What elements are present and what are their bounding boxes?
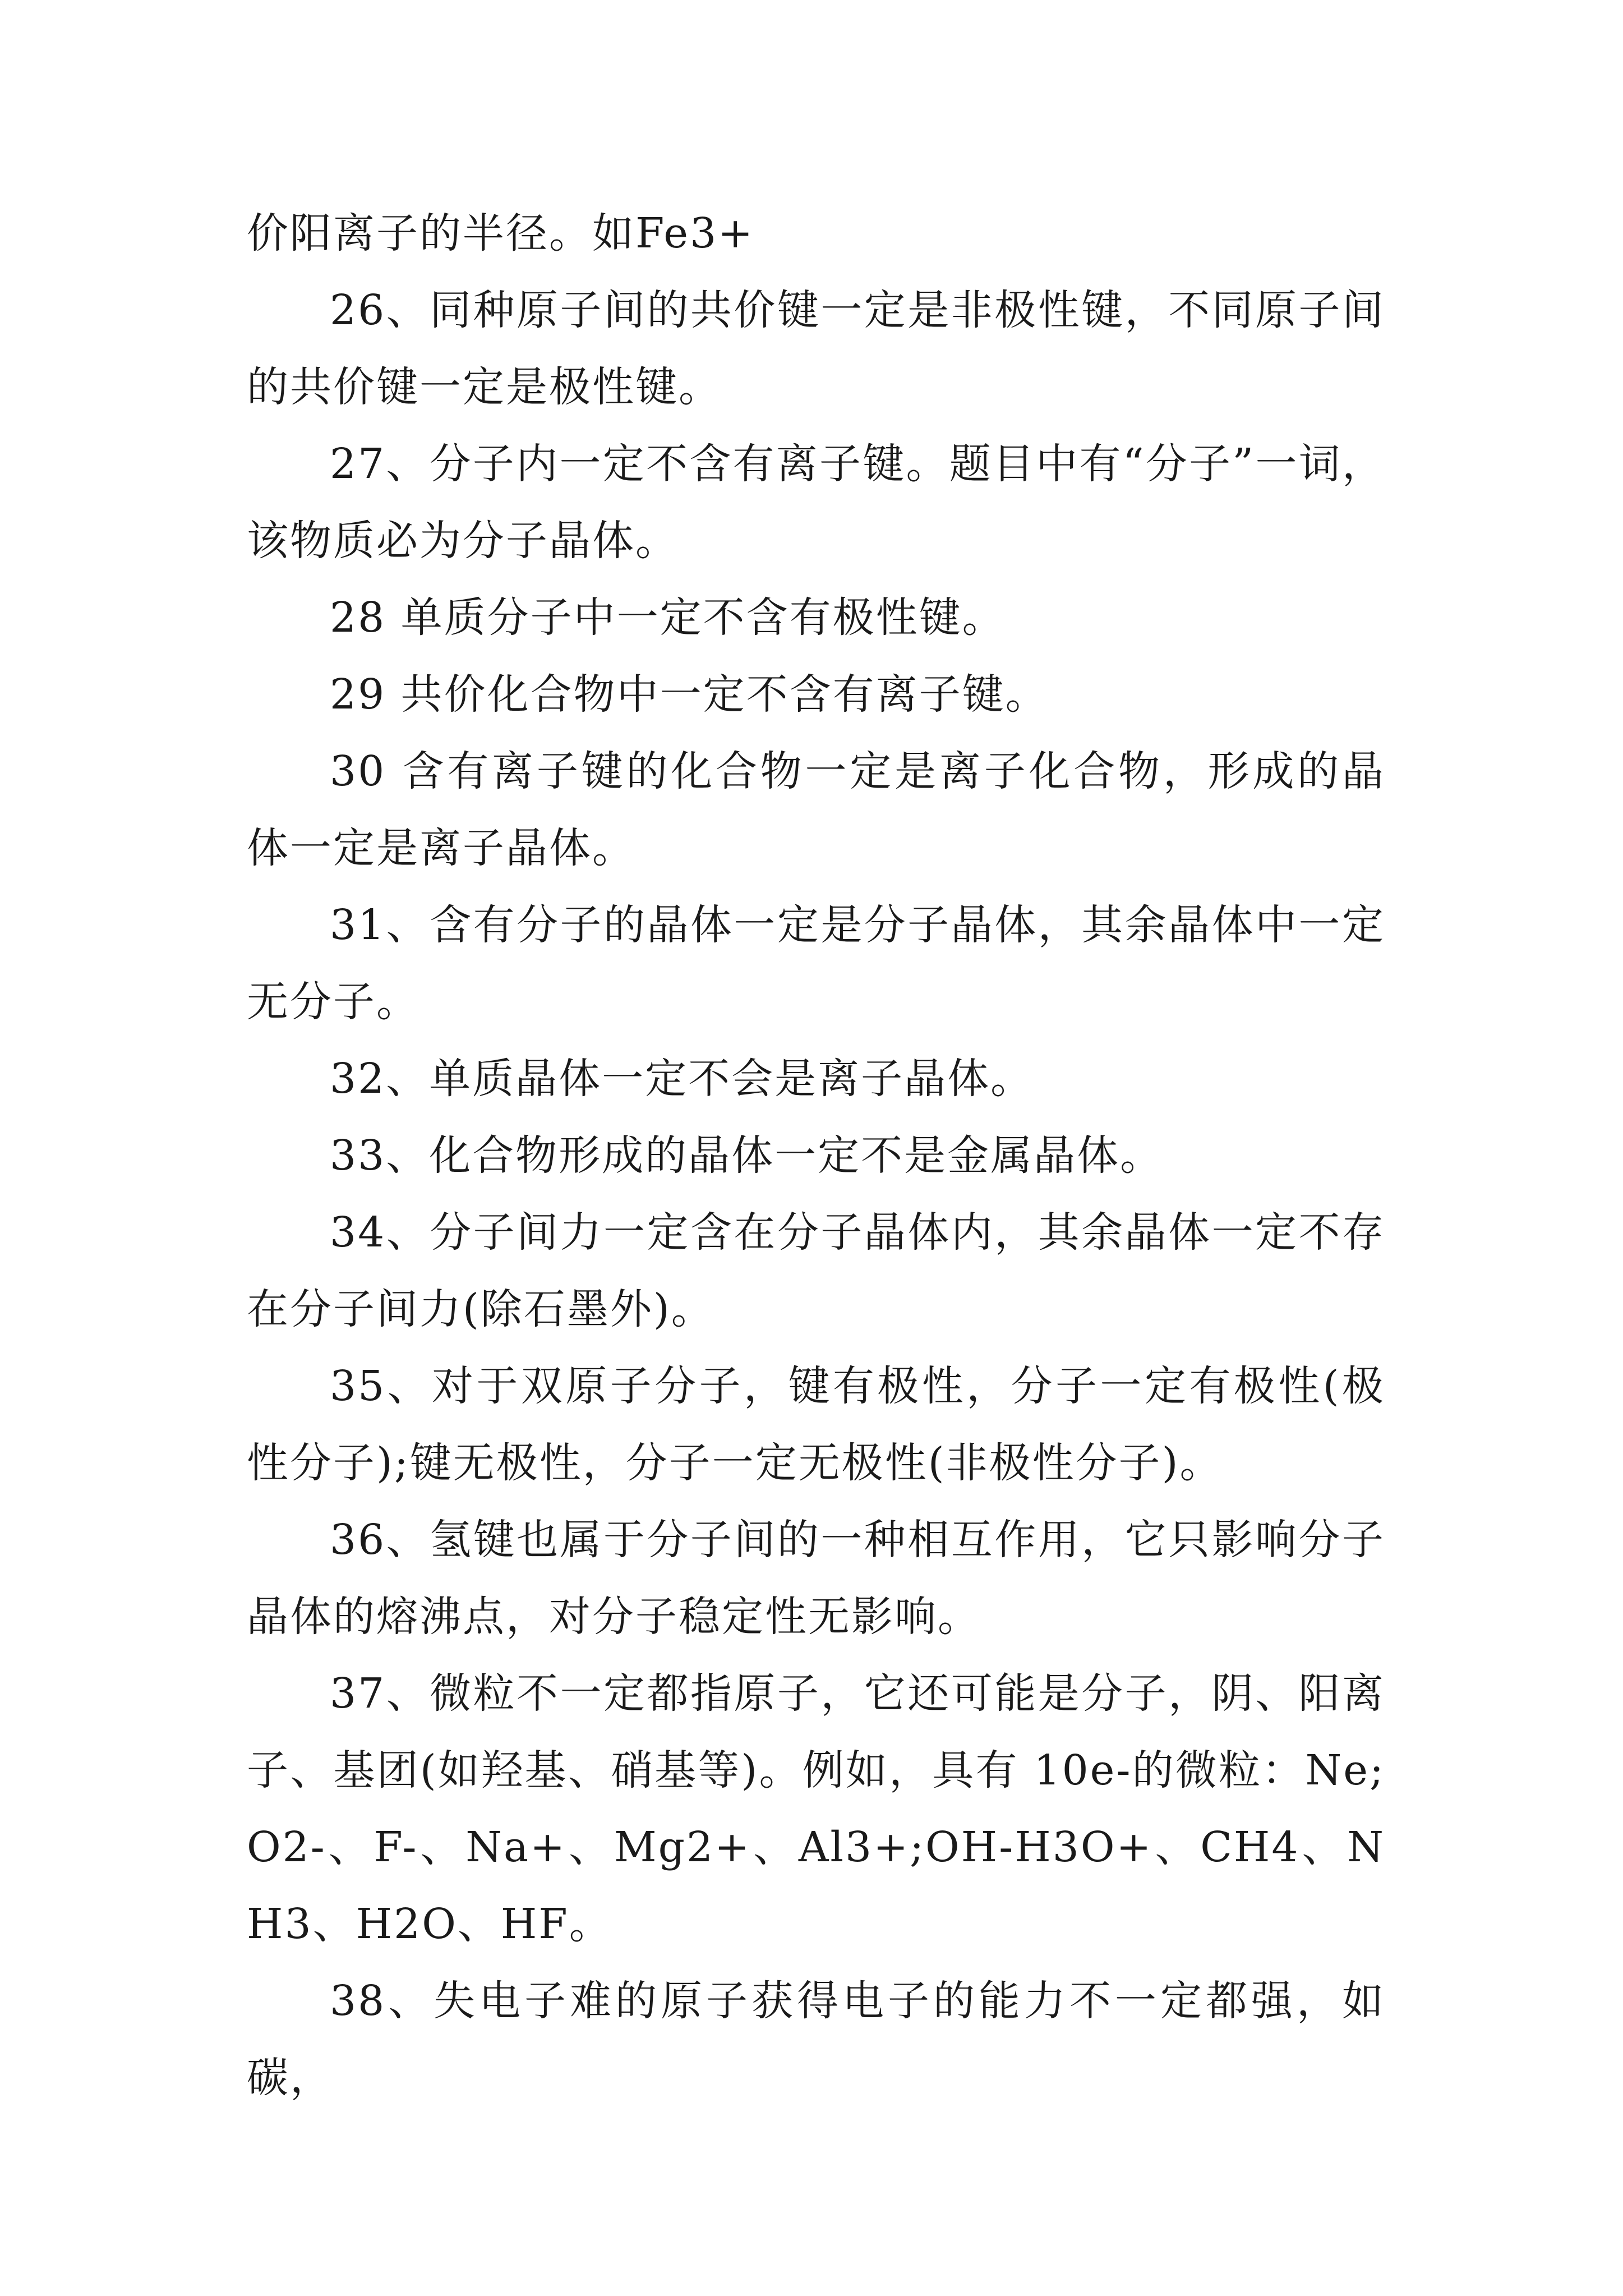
paragraph-27: 27、分子内一定不含有离子键。题目中有“分子”一词，该物质必为分子晶体。 (247, 440, 1385, 565)
paragraph-37: 37、微粒不一定都指原子，它还可能是分子，阴、阳离子、基团(如羟基、硝基等)。例如，具有 10e-的微粒：Ne;O2-、F-、Na+、Mg2+、Al3+;OH-H3O+、CH4、NH3、H2O、HF。 (247, 1669, 1385, 1948)
paragraph-38: 38、失电子难的原子获得电子的能力不一定都强，如碳， (247, 1977, 1385, 2102)
paragraph-26: 26、同种原子间的共价键一定是非极性键，不同原子间的共价键一定是极性键。 (247, 286, 1385, 411)
paragraph-continuation: 价阳离子的半径。如Fe3+ (247, 209, 755, 257)
paragraph-28: 28 单质分子中一定不含有极性键。 (330, 593, 1006, 642)
paragraph-36: 36、氢键也属于分子间的一种相互作用，它只影响分子晶体的熔沸点，对分子稳定性无影响。 (247, 1516, 1385, 1641)
paragraph-32: 32、单质晶体一定不会是离子晶体。 (330, 1055, 1034, 1103)
paragraph-29: 29 共价化合物中一定不含有离子键。 (330, 670, 1049, 719)
document-body (247, 195, 1385, 2116)
paragraph-33: 33、化合物形成的晶体一定不是金属晶体。 (330, 1131, 1164, 1180)
paragraph-34: 34、分子间力一定含在分子晶体内，其余晶体一定不存在分子间力(除石墨外)。 (247, 1208, 1385, 1333)
paragraph-31: 31、含有分子的晶体一定是分子晶体，其余晶体中一定无分子。 (247, 901, 1385, 1026)
paragraph-35: 35、对于双原子分子，键有极性，分子一定有极性(极性分子);键无极性，分子一定无极性(非极性分子)。 (247, 1362, 1385, 1487)
paragraph-30: 30 含有离子键的化合物一定是离子化合物，形成的晶体一定是离子晶体。 (247, 747, 1385, 872)
